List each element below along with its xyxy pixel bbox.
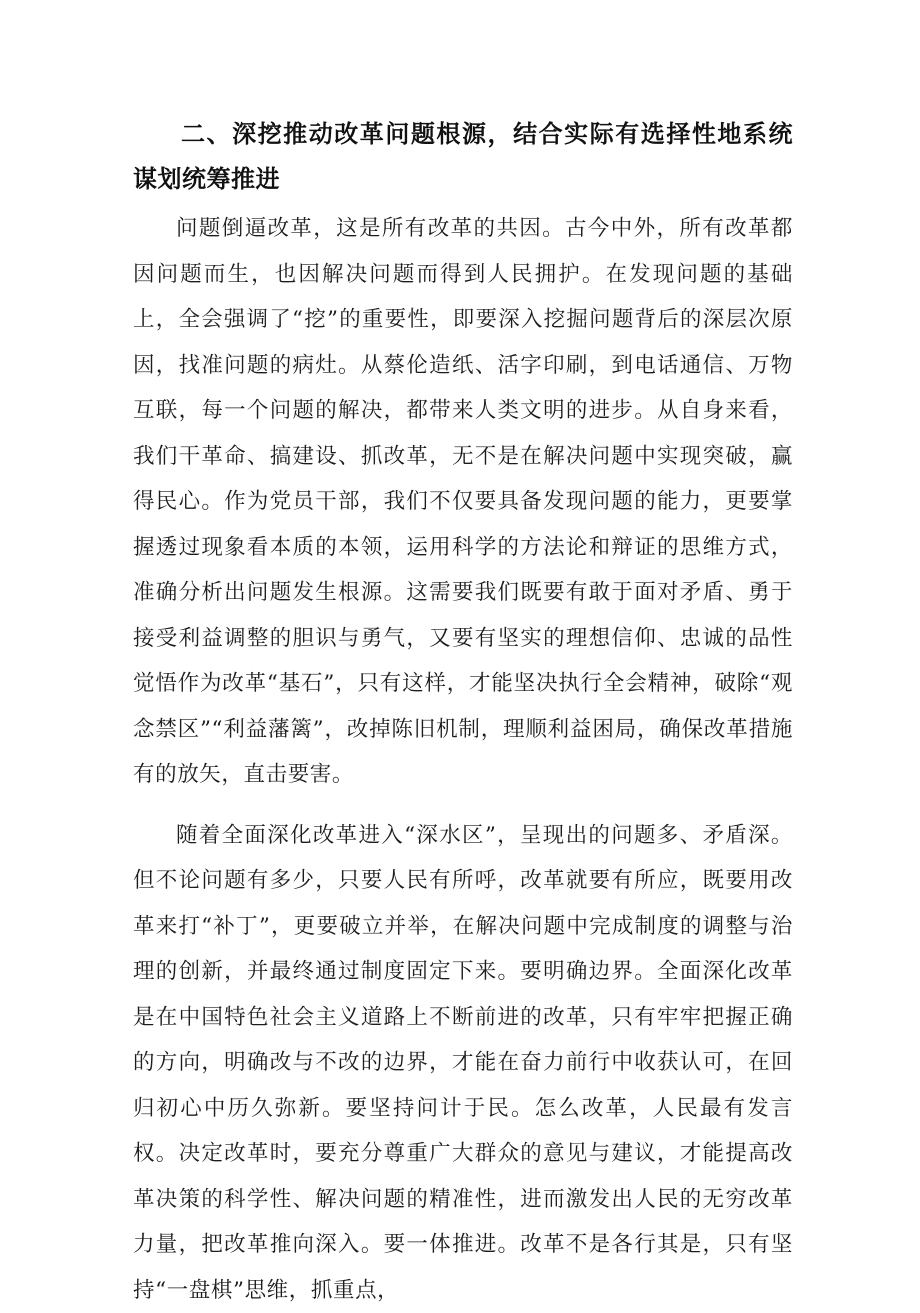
document-body — [133, 112, 793, 1313]
section-heading: 二、深挖推动改革问题根源，结合实际有选择性地系统谋划统筹推进 — [133, 112, 793, 202]
body-paragraph-2: 随着全面深化改革进入“深水区”，呈现出的问题多、矛盾深。但不论问题有多少，只要人民有所呼，改革就要有所应，既要用改革来打“补丁”，更要破立并举，在解决问题中完成制度的调整与治理的创新，并最终通过制度固定下来。要明确边界。全面深化改革是在中国特色社会主义道路上不断前进的改革，只有牢牢把握正确的方向，明确改与不改的边界，才能在奋力前行中收获认可，在回归初心中历久弥新。要坚持问计于民。怎么改革，人民最有发言权。决定改革时，要充分尊重广大群众的意见与建议，才能提高改革决策的科学性、解决问题的精准性，进而激发出人民的无穷改革力量，把改革推向深入。要一体推进。改革不是各行其是，只有坚持“一盘棋”思维，抓重点， — [133, 813, 793, 1313]
body-paragraph-1: 问题倒逼改革，这是所有改革的共因。古今中外，所有改革都因问题而生，也因解决问题而得到人民拥护。在发现问题的基础上，全会强调了“挖”的重要性，即要深入挖掘问题背后的深层次原因，找准问题的病灶。从蔡伦造纸、活字印刷，到电话通信、万物互联，每一个问题的解决，都带来人类文明的进步。从自身来看，我们干革命、搞建设、抓改革，无不是在解决问题中实现突破，赢得民心。作为党员干部，我们不仅要具备发现问题的能力，更要掌握透过现象看本质的本领，运用科学的方法论和辩证的思维方式，准确分析出问题发生根源。这需要我们既要有敢于面对矛盾、勇于接受利益调整的胆识与勇气，又要有坚实的理想信仰、忠诚的品性觉悟作为改革“基石”，只有这样，才能坚决执行全会精神，破除“观念禁区”“利益藩篱”，改掉陈旧机制，理顺利益困局，确保改革措施有的放矢，直击要害。 — [133, 206, 793, 798]
